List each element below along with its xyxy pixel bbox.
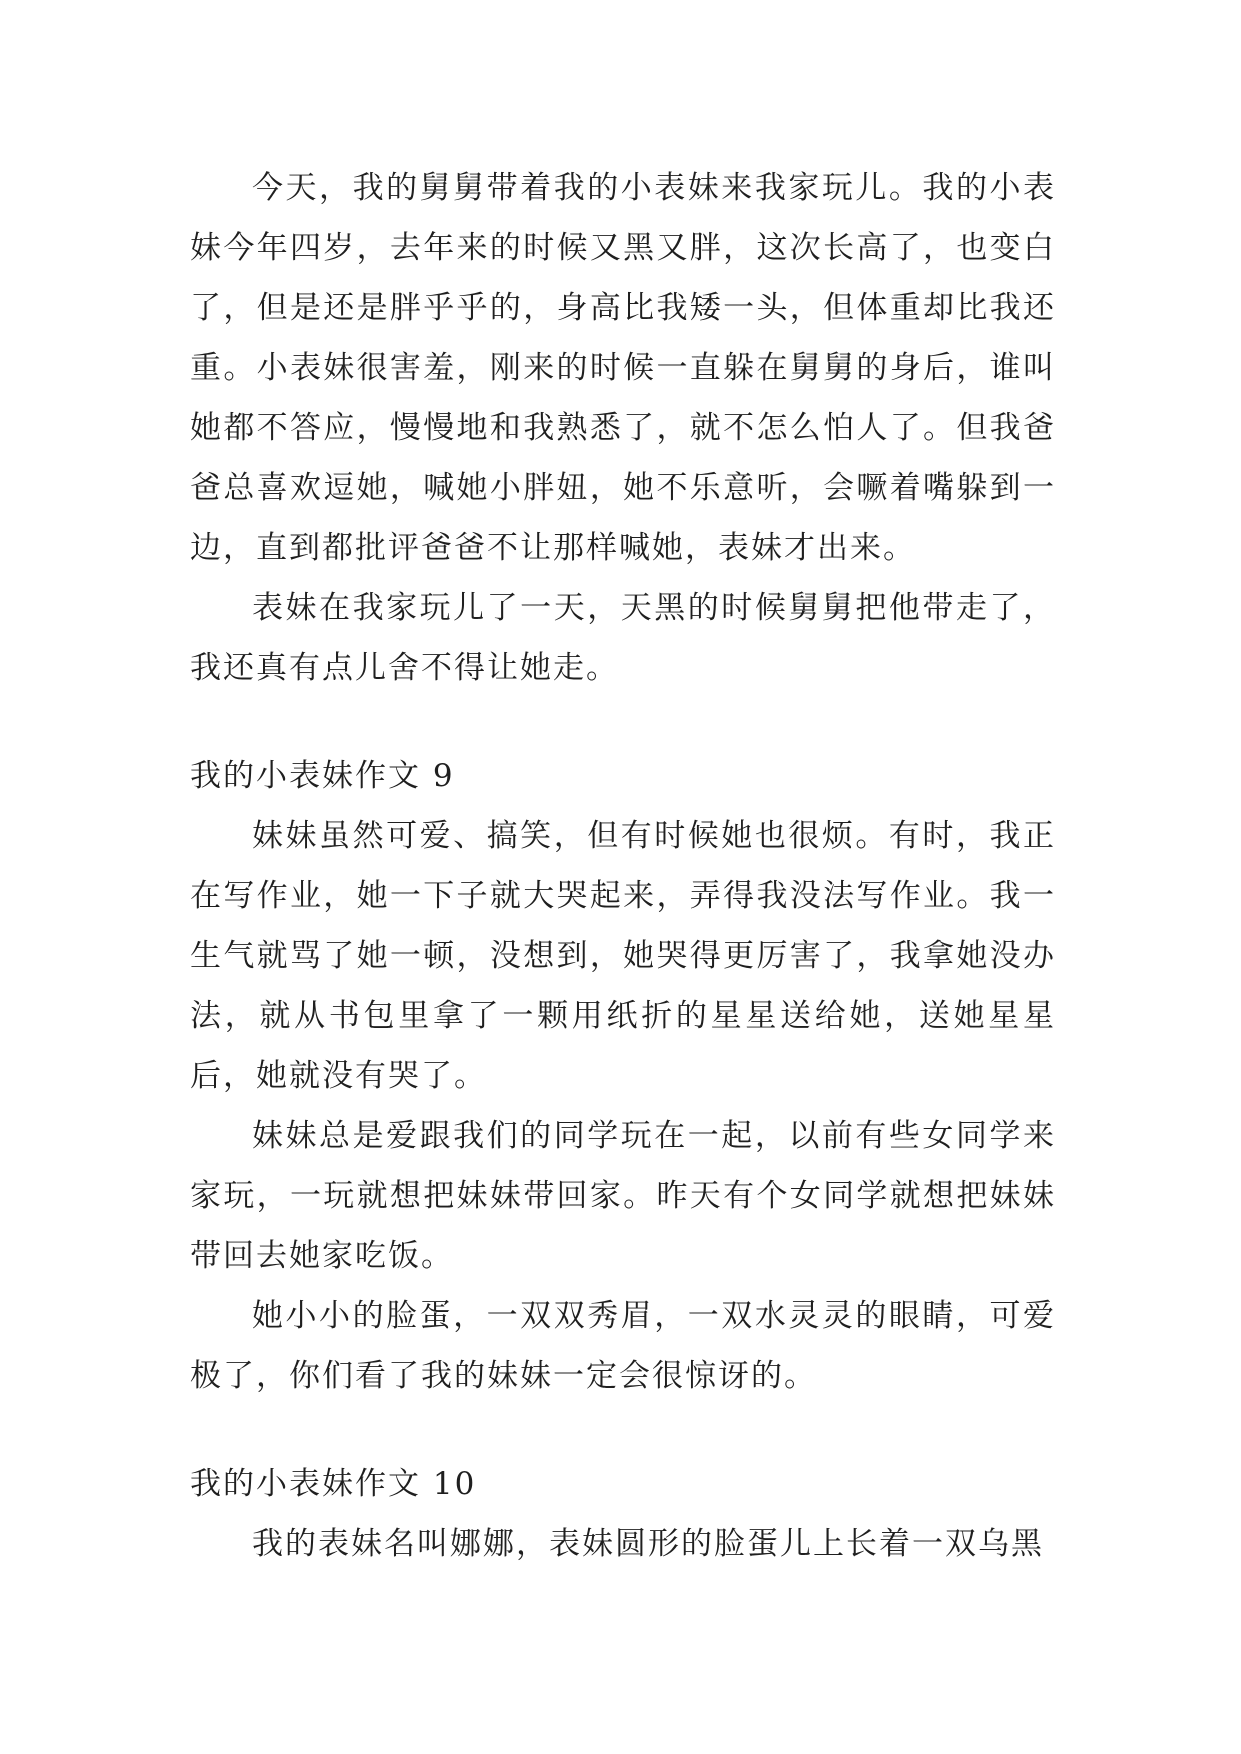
section-spacer [190, 698, 1056, 746]
section-title: 我的小表妹作文 9 [190, 758, 455, 794]
paragraph: 妹妹总是爱跟我们的同学玩在一起，以前有些女同学来家玩，一玩就想把妹妹带回家。昨天有个女同学就想把妹妹带回去她家吃饭。 [190, 1118, 1056, 1274]
document-body [190, 158, 1056, 1574]
paragraph: 我的表妹名叫娜娜，表妹圆形的脸蛋儿上长着一双乌黑 [252, 1526, 1044, 1562]
section-spacer [190, 1406, 1056, 1454]
paragraph: 表妹在我家玩儿了一天，天黑的时候舅舅把他带走了，我还真有点儿舍不得让她走。 [190, 590, 1056, 686]
paragraph: 今天，我的舅舅带着我的小表妹来我家玩儿。我的小表妹今年四岁，去年来的时候又黑又胖，这次长高了，也变白了，但是还是胖乎乎的，身高比我矮一头，但体重却比我还重。小表妹很害羞，刚来的时候一直躲在舅舅的身后，谁叫她都不答应，慢慢地和我熟悉了，就不怎么怕人了。但我爸爸总喜欢逗她，喊她小胖妞，她不乐意听，会噘着嘴躲到一边，直到都批评爸爸不让那样喊她，表妹才出来。 [190, 170, 1056, 566]
paragraph: 妹妹虽然可爱、搞笑，但有时候她也很烦。有时，我正在写作业，她一下子就大哭起来，弄得我没法写作业。我一生气就骂了她一顿，没想到，她哭得更厉害了，我拿她没办法，就从书包里拿了一颗用纸折的星星送给她，送她星星后，她就没有哭了。 [190, 818, 1056, 1094]
paragraph: 她小小的脸蛋，一双双秀眉，一双水灵灵的眼睛，可爱极了，你们看了我的妹妹一定会很惊讶的。 [190, 1298, 1056, 1394]
section-title: 我的小表妹作文 10 [190, 1466, 477, 1502]
